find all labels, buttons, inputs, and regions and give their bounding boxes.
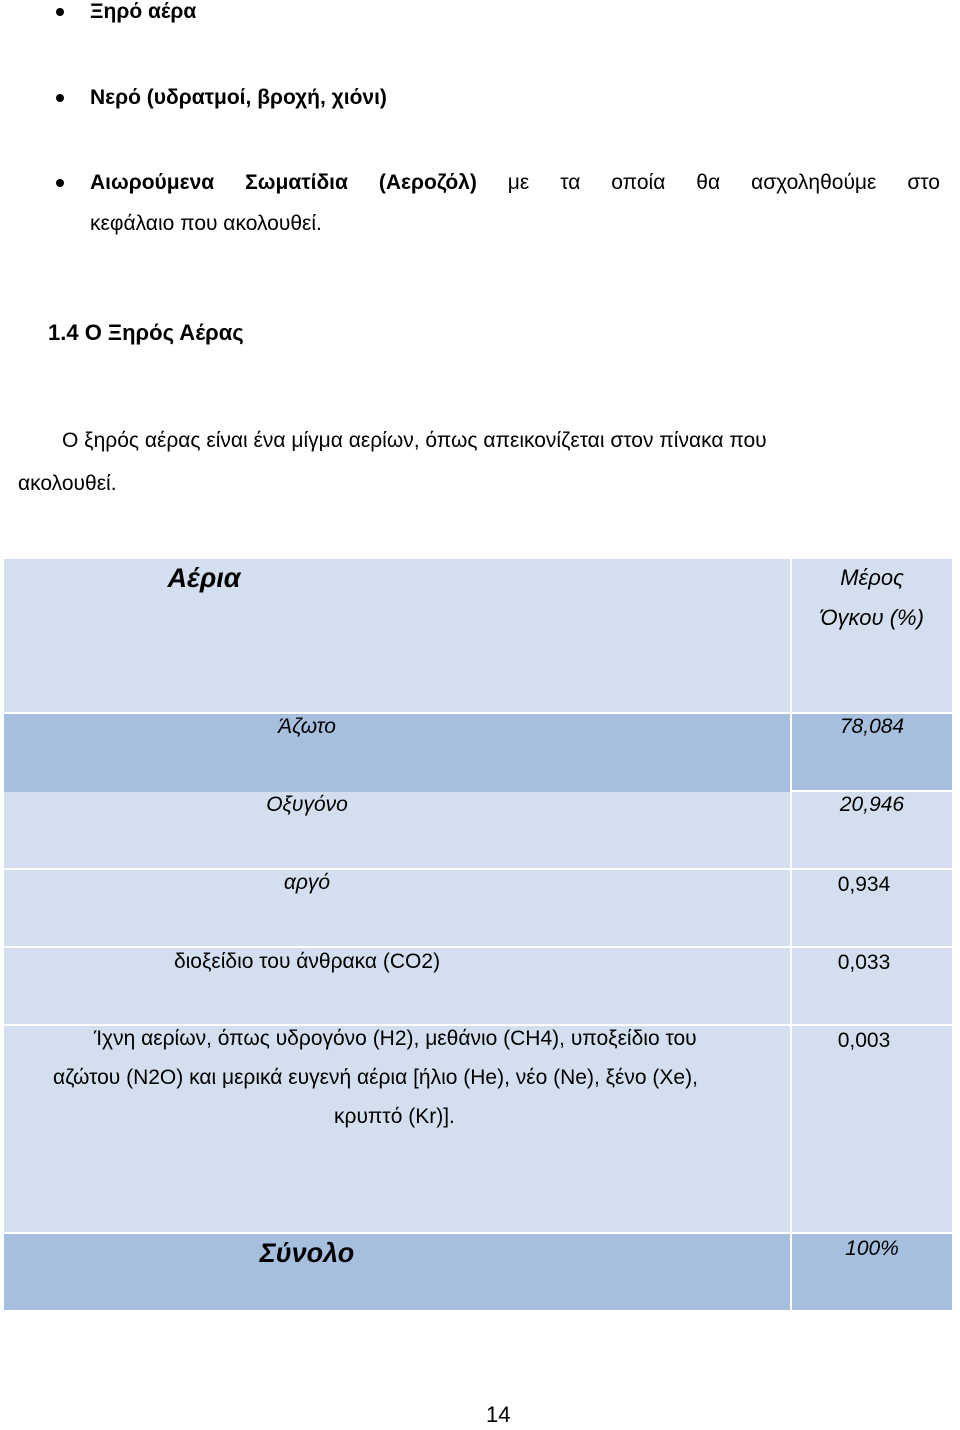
bullet-text bbox=[90, 163, 940, 203]
value-cell bbox=[792, 870, 952, 948]
bullet-text: Ξηρό αέρα bbox=[90, 0, 197, 23]
gas-value: 20,946 bbox=[839, 793, 905, 816]
bullet-rest-text: με τα οποία θα ασχοληθούμε στο bbox=[507, 171, 940, 194]
gas-cell bbox=[4, 948, 792, 1026]
header-gas-label: Αέρια bbox=[167, 563, 241, 593]
bullet-bold-text: Αιωρούμενα Σωματίδια (Αεροζόλ) bbox=[90, 171, 477, 194]
table-row bbox=[4, 792, 952, 870]
paragraph-line-2: ακολουθεί. bbox=[18, 472, 117, 495]
table-row bbox=[4, 1026, 952, 1234]
gas-name-line-2: αζώτου (N2O) και μερικά ευγενή αέρια [ήλιο (He), νέο (Ne), ξένο (Xe), bbox=[53, 1066, 698, 1089]
table-total-row bbox=[4, 1234, 952, 1312]
header-volume-line-1: Μέρος bbox=[840, 565, 904, 590]
gas-value: 78,084 bbox=[839, 715, 905, 738]
header-volume-line-2: Όγκου (%) bbox=[820, 605, 924, 630]
total-value: 100% bbox=[845, 1237, 899, 1260]
table-header-row bbox=[4, 559, 952, 714]
bullet-icon bbox=[56, 179, 64, 187]
value-cell bbox=[792, 792, 952, 870]
gas-name: Άζωτο bbox=[278, 715, 336, 738]
gas-name: διοξείδιο του άνθρακα (CO2) bbox=[173, 950, 441, 973]
table-row bbox=[4, 870, 952, 948]
gas-name: αργό bbox=[283, 871, 331, 894]
value-cell bbox=[792, 948, 952, 1026]
gas-name-line-1: Ίχνη αερίων, όπως υδρογόνο (H2), μεθάνιο (CH4), υποξείδιο του bbox=[94, 1027, 697, 1050]
gas-cell bbox=[4, 1026, 792, 1234]
bullet-text: Νερό (υδρατμοί, βροχή, χιόνι) bbox=[90, 86, 387, 109]
gas-value: 0,003 bbox=[837, 1029, 891, 1052]
bullet-icon bbox=[56, 8, 64, 16]
bullet-icon bbox=[56, 94, 64, 102]
total-value-cell bbox=[792, 1234, 952, 1312]
gas-cell bbox=[4, 714, 792, 792]
value-cell bbox=[792, 1026, 952, 1234]
gas-value: 0,934 bbox=[837, 873, 891, 896]
gas-value: 0,033 bbox=[837, 951, 891, 974]
total-label-cell bbox=[4, 1234, 792, 1312]
paragraph-line-1: Ο ξηρός αέρας είναι ένα μίγμα αερίων, όπως απεικονίζεται στον πίνακα που bbox=[62, 429, 767, 452]
gas-cell bbox=[4, 870, 792, 948]
gas-cell bbox=[4, 792, 792, 870]
section-heading: 1.4 Ο Ξηρός Αέρας bbox=[48, 320, 244, 345]
header-cell-gas bbox=[4, 559, 792, 714]
gas-name: Οξυγόνο bbox=[266, 793, 348, 816]
bullet-continuation-text: κεφάλαιο που ακολουθεί. bbox=[90, 212, 322, 235]
table-row bbox=[4, 714, 952, 792]
gas-name-line-3: κρυπτό (Kr)]. bbox=[334, 1105, 455, 1128]
page-number: 14 bbox=[486, 1402, 511, 1427]
value-cell bbox=[792, 714, 952, 792]
header-cell-volume bbox=[792, 559, 952, 714]
table-row bbox=[4, 948, 952, 1026]
total-label: Σύνολο bbox=[259, 1238, 355, 1268]
